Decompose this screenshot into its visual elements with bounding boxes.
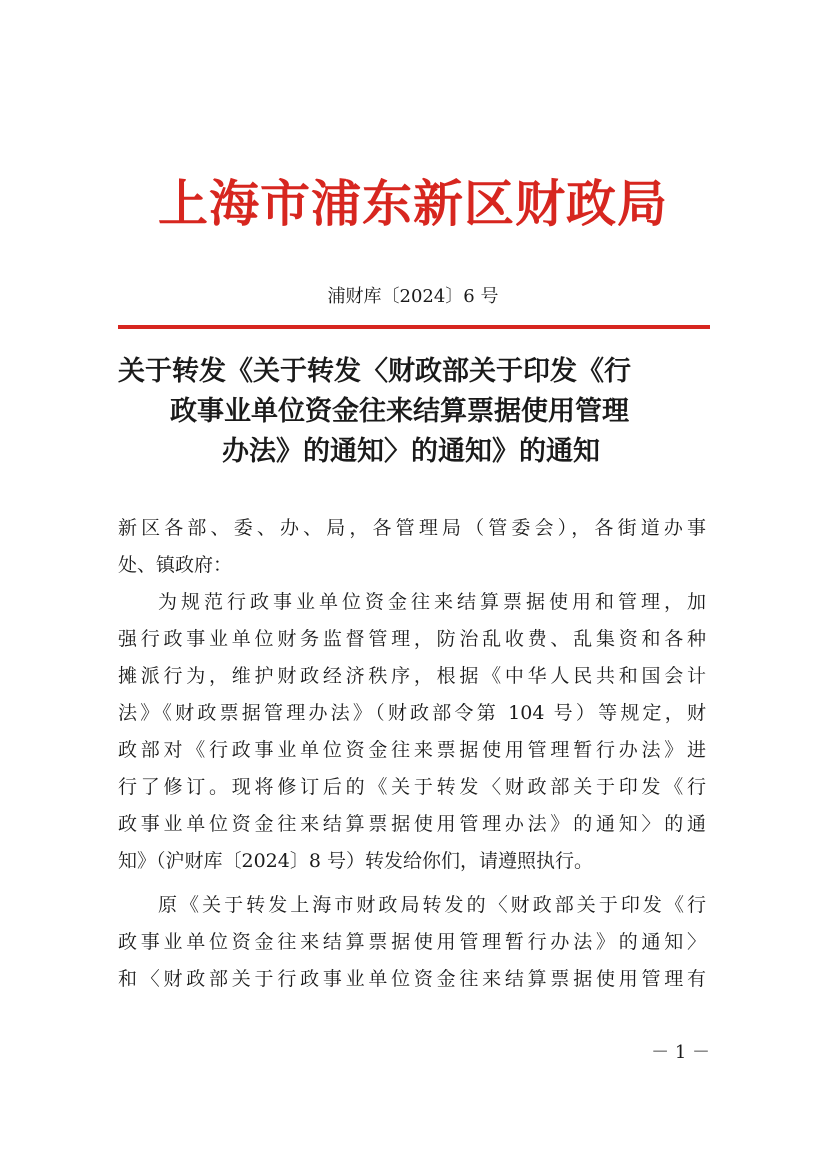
title-line: 办法》的通知〉的通知》的通知	[222, 436, 600, 467]
title-line: 政事业单位资金往来结算票据使用管理	[170, 396, 629, 427]
red-divider-line	[118, 325, 710, 329]
page-number: － 1 －	[651, 1042, 710, 1063]
document-title	[118, 352, 710, 472]
paragraph-line: 法》《财政票据管理办法》（财政部令第 104 号）等规定，财	[118, 702, 706, 724]
paragraph-line: 原《关于转发上海市财政局转发的〈财政部关于印发《行	[158, 894, 706, 916]
paragraph-line: 摊派行为，维护财政经济秩序，根据《中华人民共和国会计	[118, 665, 706, 687]
agency-title: 上海市浦东新区财政局	[158, 174, 668, 233]
document-body	[118, 510, 706, 998]
paragraph-line: 和〈财政部关于行政事业单位资金往来结算票据使用管理有	[118, 968, 706, 990]
salutation-line: 新区各部、委、办、局，各管理局（管委会），各街道办事	[118, 517, 706, 539]
paragraph-line: 行了修订。现将修订后的《关于转发〈财政部关于印发《行	[118, 776, 706, 798]
paragraph-spacer	[118, 880, 706, 887]
paragraph-line: 政事业单位资金往来结算票据使用管理办法》的通知〉的通	[118, 813, 706, 835]
paragraph-line: 为规范行政事业单位资金往来结算票据使用和管理，加	[158, 591, 706, 613]
paragraph-line: 政部对《行政事业单位资金往来票据使用管理暂行办法》进	[118, 739, 706, 761]
title-line: 关于转发《关于转发〈财政部关于印发《行	[118, 356, 631, 387]
paragraph-line: 强行政事业单位财务监督管理，防治乱收费、乱集资和各种	[118, 628, 706, 650]
paragraph-line: 知》（沪财库〔2024〕8 号）转发给你们，请遵照执行。	[118, 850, 593, 872]
paragraph-line: 政事业单位资金往来结算票据使用管理暂行办法》的通知〉	[118, 931, 706, 953]
document-number: 浦财库〔2024〕6 号	[327, 286, 499, 307]
salutation-line: 处、镇政府：	[118, 554, 233, 576]
